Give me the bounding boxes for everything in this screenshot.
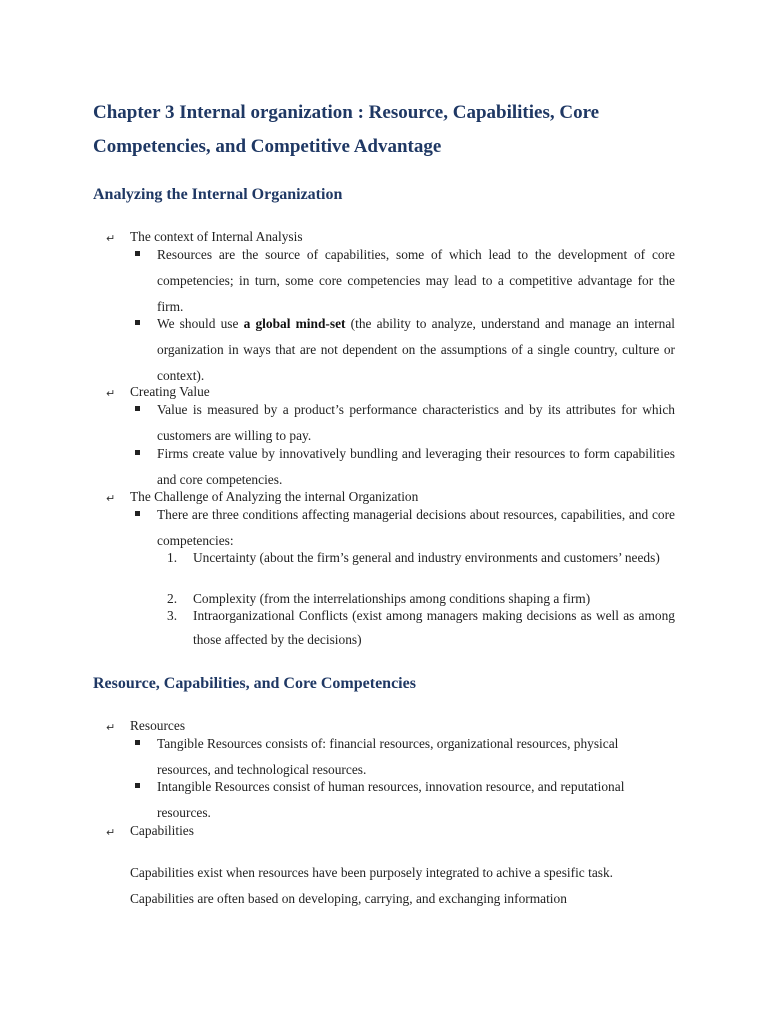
- bold-term: a global mind-set: [243, 316, 346, 331]
- bullet-text: We should use a global mind-set (the ability to analyze, understand and manage an internal organization in ways that are not dependent on the assumptions of a single country, culture or context).: [157, 316, 675, 383]
- section-heading-resources: Resource, Capabilities, and Core Competencies: [93, 675, 416, 692]
- bullet-arrow-icon: ↵: [106, 232, 116, 245]
- item-number: 1.: [167, 550, 178, 565]
- list-item-label: Capabilities: [130, 823, 194, 838]
- bullet-text: Resources are the source of capabilities, some of which lead to the development of core competencies; in turn, some core competencies may lead to a competitive advantage for the firm.: [157, 247, 675, 314]
- numbered-item-uncertainty: [167, 546, 675, 570]
- square-bullet-icon: [135, 511, 140, 516]
- square-bullet-icon: [135, 783, 140, 788]
- bullet-arrow-icon: ↵: [106, 387, 116, 400]
- bullet-text: Value is measured by a product’s performance characteristics and by its attributes for which customers are willing to pay.: [157, 402, 675, 443]
- square-bullet-icon: [135, 320, 140, 325]
- numbered-item-conflicts: [167, 604, 675, 652]
- numbered-text: Uncertainty (about the firm’s general and industry environments and customers’ needs): [193, 550, 660, 565]
- numbered-text: Complexity (from the interrelationships among conditions shaping a firm): [193, 591, 591, 606]
- square-bullet-icon: [135, 740, 140, 745]
- bullet-text: There are three conditions affecting managerial decisions about resources, capabilities, and core competencies:: [157, 507, 675, 548]
- bullet-arrow-icon: ↵: [106, 721, 116, 734]
- bullet-arrow-icon: ↵: [106, 826, 116, 839]
- item-number: 3.: [167, 608, 178, 623]
- bullet-global-mindset: [157, 311, 675, 389]
- bullet-intangible-resources: [157, 774, 675, 826]
- bullet-arrow-icon: ↵: [106, 492, 116, 505]
- square-bullet-icon: [135, 406, 140, 411]
- square-bullet-icon: [135, 450, 140, 455]
- bullet-text: Tangible Resources consists of: financial resources, organizational resources, physical resources, and technological resources.: [157, 736, 619, 777]
- bullet-text: Intangible Resources consist of human resources, innovation resource, and reputational resources.: [157, 779, 625, 820]
- bullet-resources-source: [157, 242, 675, 320]
- item-number: 2.: [167, 591, 178, 606]
- square-bullet-icon: [135, 251, 140, 256]
- bullet-firms-create-value: [157, 441, 675, 493]
- chapter-title: Chapter 3 Internal organization : Resource, Capabilities, Core Competencies, and Competitive Advantage: [93, 102, 600, 157]
- list-item-capabilities: [106, 822, 690, 840]
- bullet-text: Firms create value by innovatively bundling and leveraging their resources to form capabilities and core competencies.: [157, 446, 675, 487]
- list-item-label: Resources: [130, 718, 186, 733]
- list-item-label: The Challenge of Analyzing the internal Organization: [130, 489, 419, 504]
- numbered-text: Intraorganizational Conflicts (exist among managers making decisions as well as among those affected by the decisions): [193, 608, 675, 647]
- list-item-label: The context of Internal Analysis: [130, 229, 303, 244]
- list-item-label: Creating Value: [130, 384, 210, 399]
- capabilities-paragraph: Capabilities exist when resources have been purposely integrated to achive a spesific task. Capabilities are often based on developing, carrying, and exchanging information: [130, 865, 614, 906]
- section-heading-analyzing: Analyzing the Internal Organization: [93, 186, 343, 203]
